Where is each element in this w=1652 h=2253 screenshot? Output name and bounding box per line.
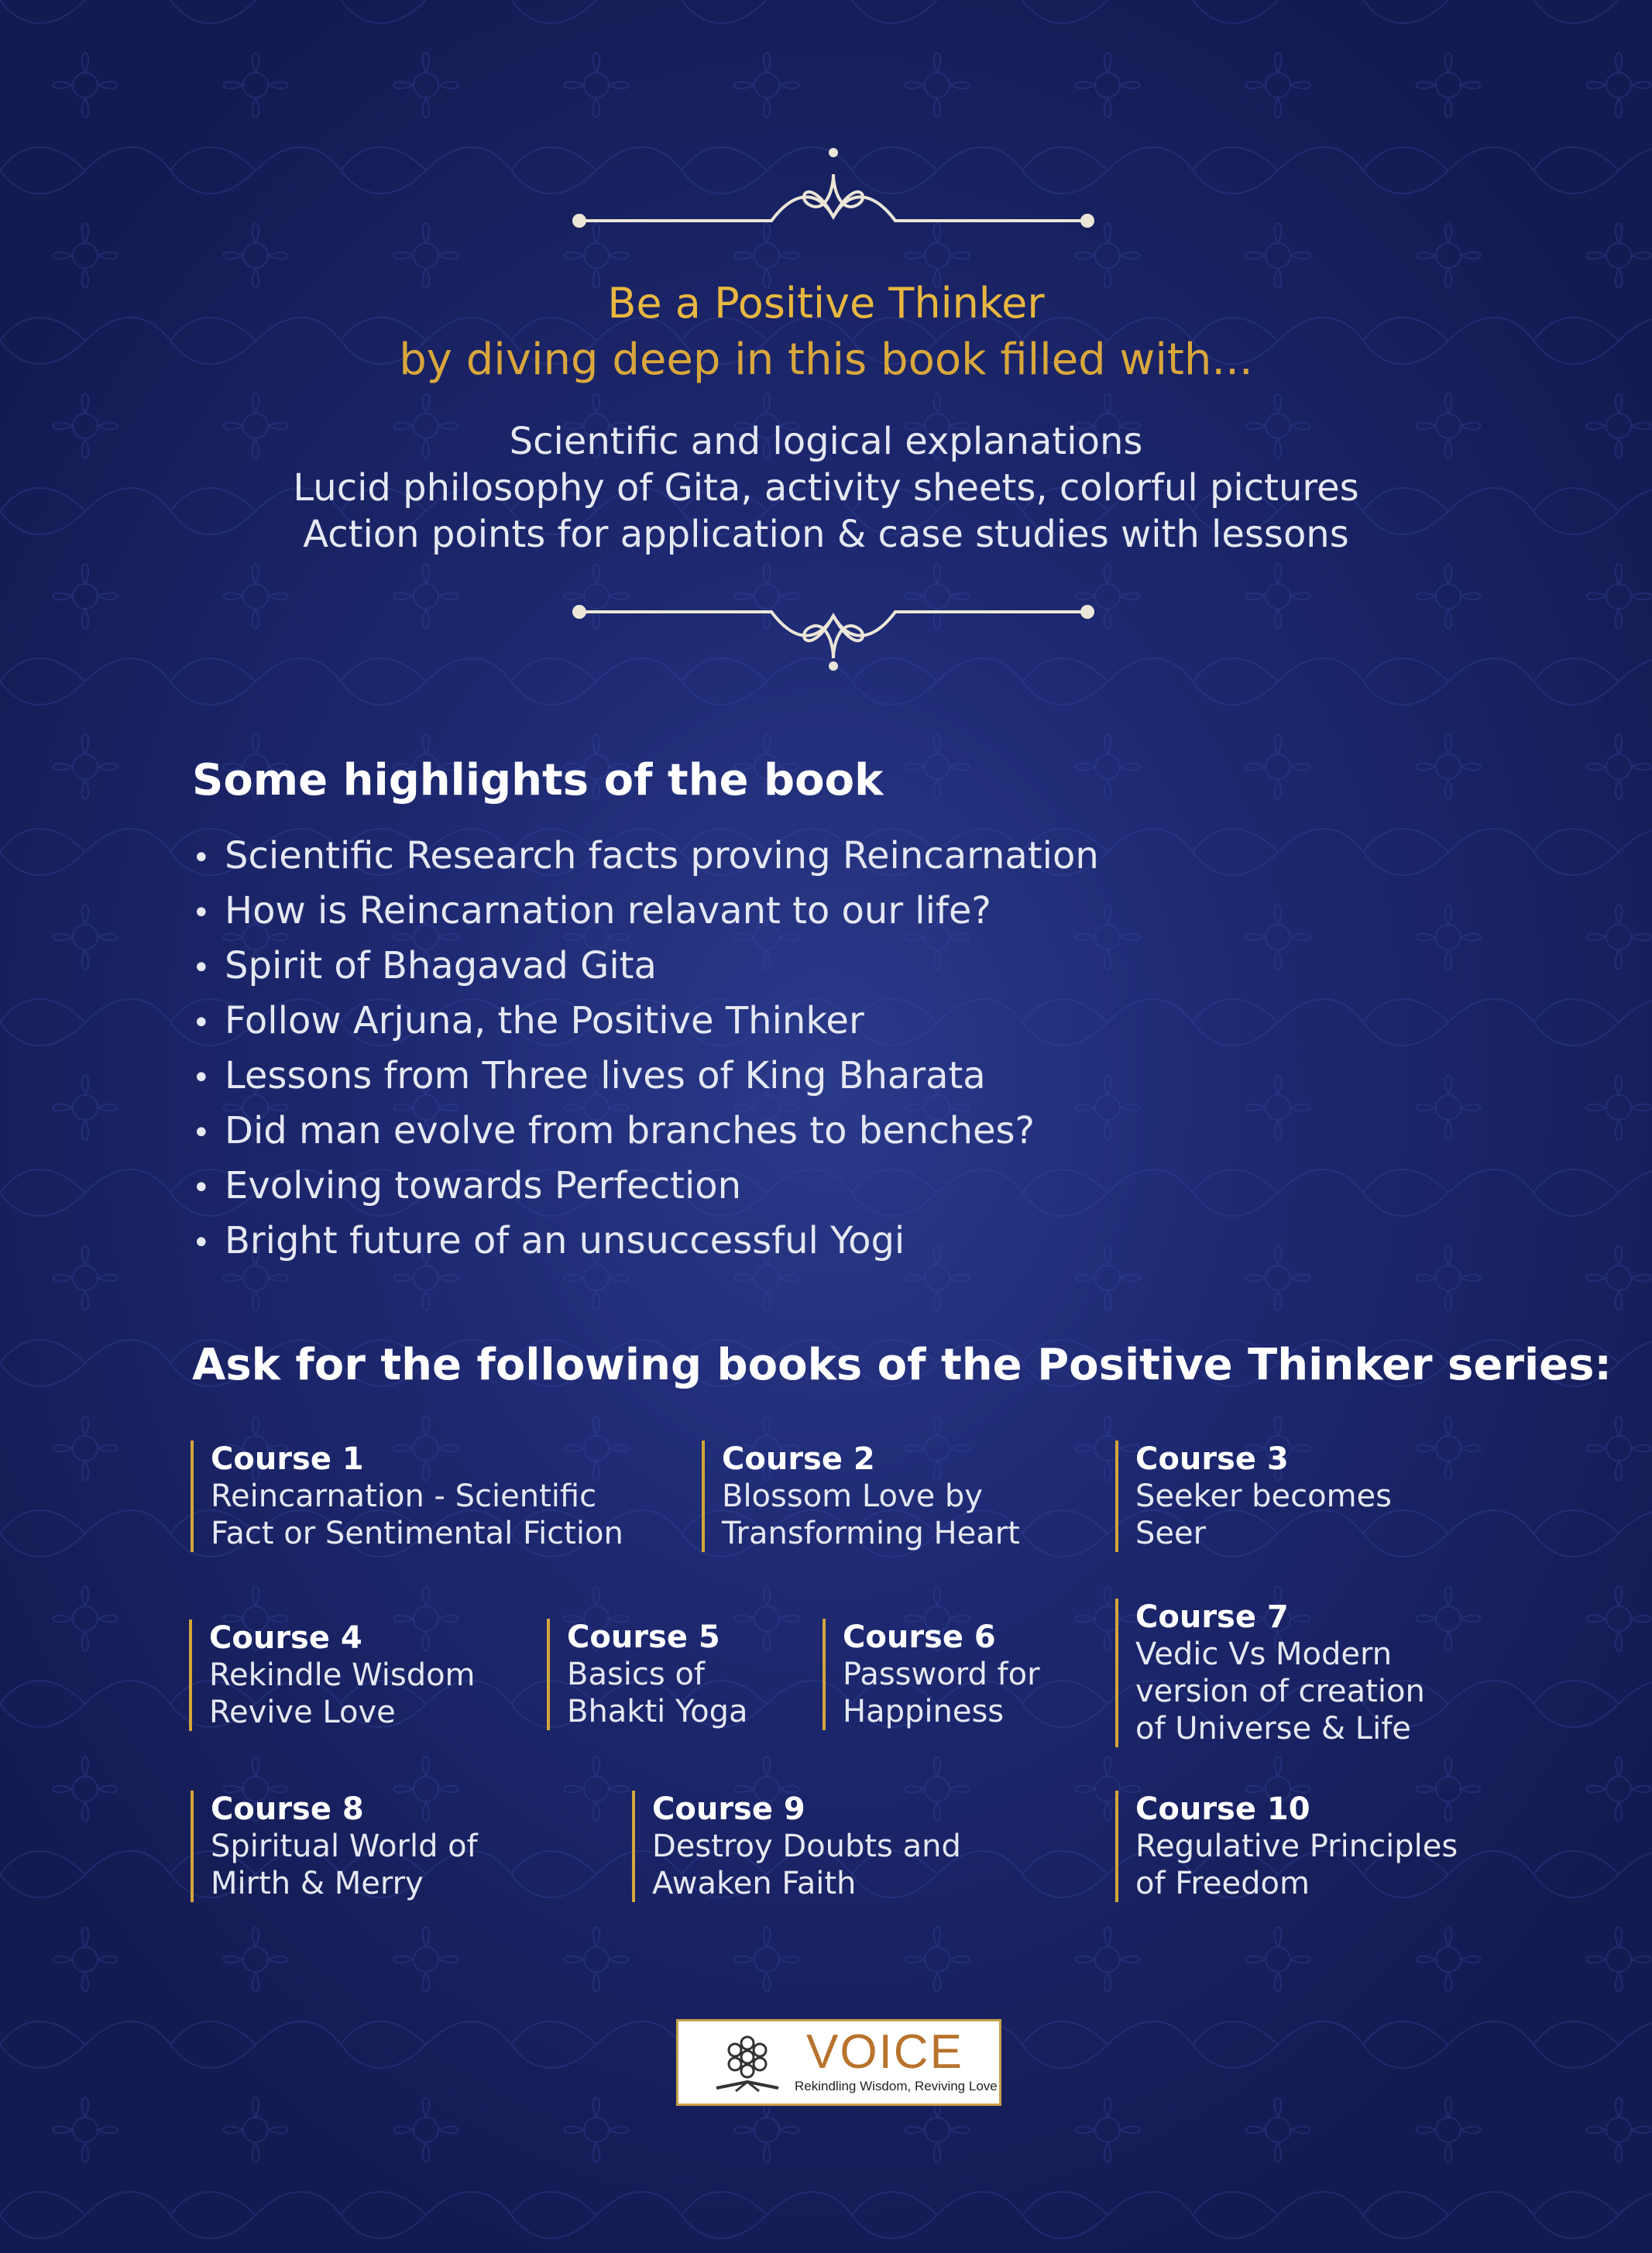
course-card (702, 1441, 1020, 1552)
course-title-line: Seeker becomes (1135, 1479, 1392, 1514)
logo-brand: VOICE (806, 2025, 963, 2079)
course-card (823, 1619, 1040, 1730)
course-card (191, 1441, 623, 1552)
course-title-line: of Freedom (1135, 1866, 1310, 1901)
series-heading: Ask for the following books of the Positive Thinker series: (192, 1340, 1612, 1390)
course-title-line: version of creation (1135, 1674, 1425, 1709)
list-item: • Follow Arjuna, the Positive Thinker (192, 994, 1099, 1049)
feature-item: Lucid philosophy of Gita, activity sheets, colorful pictures (293, 466, 1359, 510)
bullet-icon: • (192, 950, 211, 986)
course-number: Course 8 (211, 1791, 364, 1827)
feature-item: Action points for application & case studies with lessons (303, 513, 1349, 556)
course-card (191, 1791, 478, 1902)
voice-logo (676, 2019, 1001, 2106)
course-title-line: Destroy Doubts and (652, 1829, 961, 1864)
bullet-icon: • (192, 1005, 211, 1041)
course-title-line: Reincarnation - Scientific (211, 1479, 597, 1514)
course-title-line: Awaken Faith (652, 1866, 857, 1901)
course-title-line: Mirth & Merry (211, 1866, 424, 1901)
bullet-icon: • (192, 840, 211, 876)
tagline-line-1: Be a Positive Thinker (607, 279, 1045, 328)
feature-list (0, 418, 1652, 558)
bullet-icon: • (192, 1170, 211, 1206)
bullet-icon: • (192, 1115, 211, 1151)
course-title-line: Fact or Sentimental Fiction (211, 1516, 623, 1551)
course-title-line: Vedic Vs Modern (1135, 1637, 1393, 1672)
course-number: Course 1 (211, 1441, 364, 1477)
course-title-line: Password for (843, 1657, 1040, 1692)
course-title-line: Happiness (843, 1694, 1005, 1729)
highlights-list (192, 829, 1099, 1269)
course-card (1115, 1441, 1392, 1552)
course-number: Course 6 (843, 1619, 996, 1655)
course-title-line: Revive Love (209, 1695, 396, 1730)
highlights-heading: Some highlights of the book (192, 755, 884, 805)
course-title-line: Regulative Principles (1135, 1829, 1458, 1864)
bullet-icon: • (192, 1225, 211, 1261)
bullet-icon: • (192, 1060, 211, 1096)
course-number: Course 3 (1135, 1441, 1289, 1477)
list-item: • Bright future of an unsuccessful Yogi (192, 1214, 1099, 1269)
ornament-divider-bottom (562, 589, 1104, 674)
course-number: Course 2 (722, 1441, 875, 1477)
list-item: • Evolving towards Perfection (192, 1159, 1099, 1214)
list-item: • Spirit of Bhagavad Gita (192, 939, 1099, 994)
tagline-line-2: by diving deep in this book filled with... (399, 335, 1253, 385)
list-item: • Lessons from Three lives of King Bharata (192, 1049, 1099, 1104)
logo-slogan: Rekindling Wisdom, Reviving Love (795, 2079, 998, 2093)
course-title-line: Blossom Love by (722, 1479, 983, 1514)
course-card (547, 1619, 747, 1730)
course-number: Course 7 (1135, 1599, 1289, 1635)
course-title-line: Bhakti Yoga (567, 1694, 748, 1729)
course-card (189, 1619, 476, 1731)
ornament-divider-top (562, 143, 1104, 228)
course-title-line: Rekindle Wisdom (209, 1657, 476, 1693)
course-title-line: Transforming Heart (722, 1516, 1020, 1551)
course-title-line: Basics of (567, 1657, 706, 1692)
course-title-line: Seer (1135, 1516, 1207, 1551)
course-number: Course 10 (1135, 1791, 1310, 1827)
course-card (1115, 1599, 1425, 1747)
lotus-mandala-icon (713, 2028, 782, 2097)
course-title-line: of Universe & Life (1135, 1711, 1411, 1746)
course-number: Course 5 (567, 1619, 720, 1655)
list-item: • How is Reincarnation relavant to our life? (192, 884, 1099, 939)
course-card (632, 1791, 961, 1902)
bullet-icon: • (192, 895, 211, 931)
feature-item: Scientific and logical explanations (509, 420, 1143, 463)
list-item: • Did man evolve from branches to benches? (192, 1104, 1099, 1159)
list-item: • Scientific Research facts proving Reincarnation (192, 829, 1099, 884)
course-card (1115, 1791, 1458, 1902)
course-number: Course 4 (209, 1620, 362, 1656)
course-title-line: Spiritual World of (211, 1829, 478, 1864)
course-number: Course 9 (652, 1791, 805, 1827)
